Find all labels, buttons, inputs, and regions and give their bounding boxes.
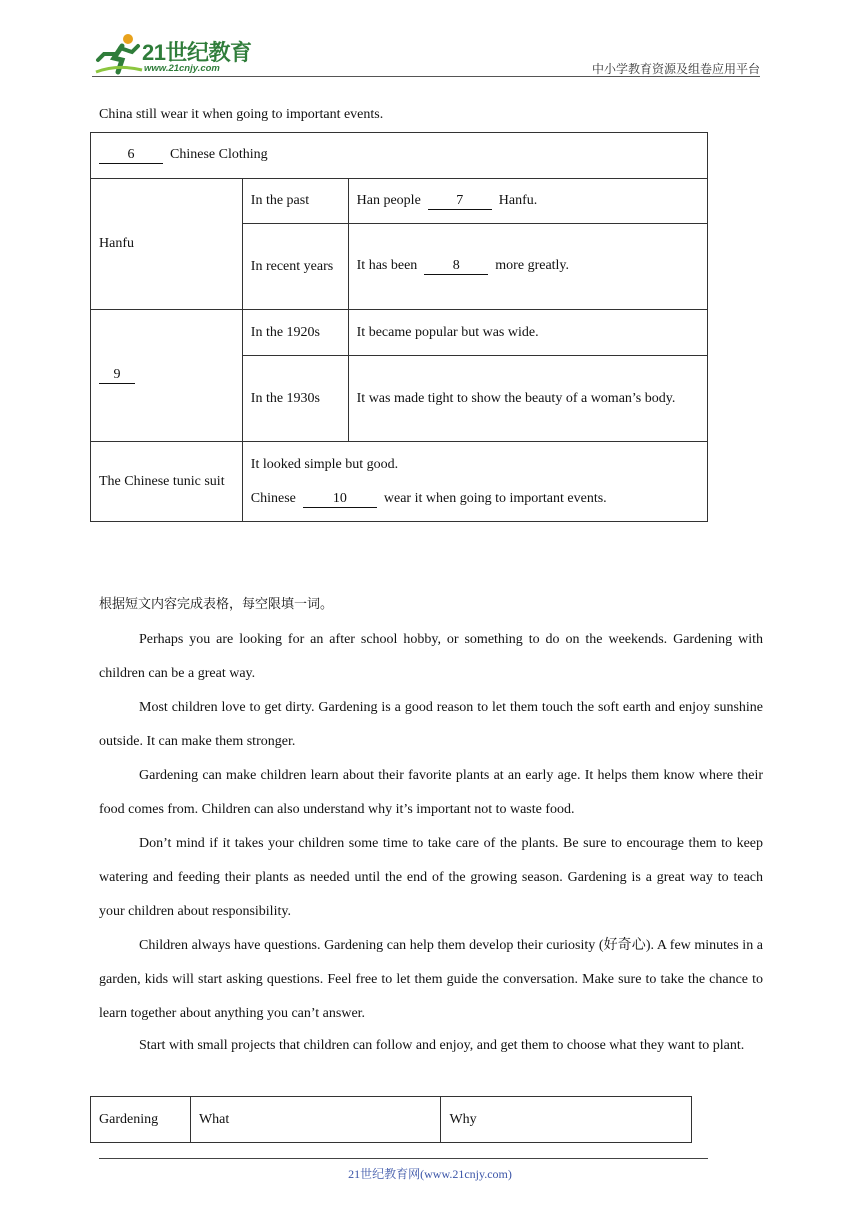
description-cell — [348, 179, 707, 224]
footer-divider — [99, 1158, 708, 1159]
paragraph — [99, 691, 763, 759]
description-cell: It was made tight to show the beauty of a woman’s body. — [348, 356, 707, 442]
platform-name: 中小学教育资源及组卷应用平台 — [591, 62, 760, 76]
page-header — [92, 32, 760, 78]
text-fragment: Hanfu. — [498, 192, 538, 208]
paragraph-text: Start with small projects that children can follow and enjoy, and get them to choose what they want to plant. — [139, 1038, 745, 1053]
period-cell: In the 1930s — [242, 356, 348, 442]
header-cell: What — [190, 1097, 441, 1143]
header-cell: Why — [441, 1097, 692, 1143]
runner-logo-icon — [92, 32, 144, 76]
text-fragment: Chinese — [250, 490, 296, 506]
table-row — [91, 133, 708, 179]
paragraph-text: Gardening can make children learn about their favorite plants at an early age. It helps them know where their food comes from. Children can also understand why it’s important not to waste food. — [99, 768, 763, 817]
answer-blank-8[interactable]: 8 — [424, 258, 488, 275]
paragraph-text: Children always have questions. Gardening can help them develop their curiosity (好奇心). A few minutes in a garden, kids will start asking questions. Feel free to let them guide the conversation. Make sure to take the chance to learn together about anything you can’t answer. — [99, 938, 763, 1021]
text-fragment: It has been — [356, 258, 418, 273]
table-title-cell — [91, 133, 708, 179]
text-fragment: It looked simple but good. — [250, 456, 399, 472]
paragraph — [99, 1029, 763, 1063]
table-row — [91, 442, 708, 522]
header-divider — [92, 76, 760, 77]
paragraph — [99, 929, 763, 1031]
chinese-clothing-table — [90, 132, 708, 522]
logo — [92, 32, 262, 76]
paragraph — [99, 759, 763, 827]
table-row — [91, 1097, 692, 1143]
text-fragment: wear it when going to important events. — [383, 490, 607, 506]
instruction: 根据短文内容完成表格，每空限填一词。 — [99, 597, 334, 612]
logo-text: 21世纪教育 — [142, 40, 252, 65]
table-title: Chinese Clothing — [170, 147, 268, 162]
gardening-table — [90, 1096, 692, 1143]
paragraph-text: Most children love to get dirty. Gardening is a good reason to let them touch the soft earth and enjoy sunshine outside. It can make them stronger. — [99, 700, 763, 749]
text-fragment: Han people — [356, 192, 421, 208]
tunic-cell: The Chinese tunic suit — [91, 442, 243, 522]
paragraph-text: Don’t mind if it takes your children some time to take care of the plants. Be sure to encourage them to keep watering and feeding their plants as needed until the end of the growing season. Gardening is a great way to teach your children about responsibility. — [99, 836, 763, 919]
footer-text[interactable]: 21世纪教育网(www.21cnjy.com) — [348, 1167, 512, 1181]
logo-url: www.21cnjy.com — [144, 63, 220, 74]
description-cell — [242, 442, 707, 522]
hanfu-cell: Hanfu — [91, 179, 243, 310]
period-cell: In the past — [242, 179, 348, 224]
header-cell: Gardening — [91, 1097, 191, 1143]
text-fragment: more greatly. — [495, 258, 570, 273]
text-line: China still wear it when going to important events. — [99, 107, 384, 122]
period-cell: In the 1920s — [242, 310, 348, 356]
item-9-cell — [91, 310, 243, 442]
paragraph-text: Perhaps you are looking for an after school hobby, or something to do on the weekends. Gardening with children can be a great way. — [99, 632, 763, 681]
table-row — [91, 310, 708, 356]
description-cell — [348, 224, 707, 310]
answer-blank-6[interactable]: 6 — [99, 147, 163, 164]
paragraph — [99, 827, 763, 929]
table-row — [91, 179, 708, 224]
period-cell: In recent years — [242, 224, 348, 310]
answer-blank-7[interactable]: 7 — [428, 193, 492, 210]
answer-blank-10[interactable]: 10 — [303, 491, 377, 508]
description-cell: It became popular but was wide. — [348, 310, 707, 356]
text-line — [251, 482, 699, 516]
answer-blank-9[interactable]: 9 — [99, 367, 135, 384]
paragraph — [99, 623, 763, 691]
